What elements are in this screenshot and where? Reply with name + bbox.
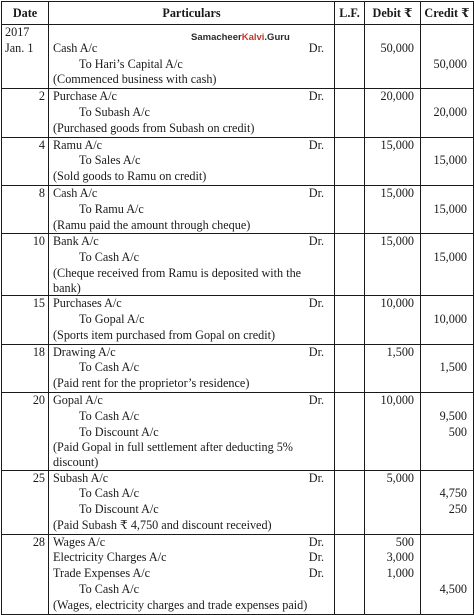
empty-cell — [2, 57, 49, 73]
credit-account — [49, 425, 335, 441]
lf-cell — [335, 502, 365, 518]
credit-amount: 20,000 — [421, 105, 474, 121]
journal-line — [2, 550, 474, 566]
account-name: Ramu A/c — [53, 137, 103, 152]
empty-cell — [365, 25, 421, 41]
empty-cell — [421, 121, 474, 137]
credit-amount — [421, 137, 474, 153]
empty-cell — [335, 25, 365, 41]
narration-row — [2, 376, 474, 392]
narration: (Paid Subash ₹ 4,750 and discount received) — [49, 518, 335, 534]
empty-cell — [365, 266, 421, 296]
empty-cell — [365, 598, 421, 614]
journal-line — [2, 409, 474, 425]
date-year: 2017 — [2, 25, 49, 41]
debit-amount — [365, 409, 421, 425]
credit-amount: 15,000 — [421, 250, 474, 266]
journal-line — [2, 582, 474, 598]
empty-cell — [365, 72, 421, 88]
entry-date: 8 — [2, 185, 49, 201]
lf-cell — [335, 218, 365, 234]
narration: (Ramu paid the amount through cheque) — [49, 218, 335, 234]
credit-account — [49, 57, 335, 73]
account-name: Wages A/c — [53, 534, 106, 549]
entry-date: 15 — [2, 296, 49, 312]
lf-cell — [335, 234, 365, 250]
credit-amount: 500 — [421, 425, 474, 441]
lf-cell — [335, 534, 365, 550]
journal-line — [2, 470, 474, 486]
header-date: Date — [2, 2, 49, 25]
header-lf: L.F. — [335, 2, 365, 25]
journal-entries-table — [1, 1, 473, 612]
dr-label: Dr. — [308, 550, 324, 565]
credit-account — [49, 202, 335, 218]
debit-amount: 50,000 — [365, 41, 421, 57]
journal-line — [2, 534, 474, 550]
journal-line — [2, 250, 474, 266]
lf-cell — [335, 296, 365, 312]
dr-label: Dr. — [308, 296, 324, 311]
debit-account — [49, 89, 335, 105]
credit-amount — [421, 185, 474, 201]
credit-account — [49, 312, 335, 328]
journal-table — [1, 1, 474, 615]
account-name: Purchases A/c — [53, 296, 122, 311]
lf-cell — [335, 121, 365, 137]
debit-amount: 500 — [365, 534, 421, 550]
credit-amount — [421, 566, 474, 582]
entry-date: 25 — [2, 470, 49, 486]
debit-amount — [365, 153, 421, 169]
lf-cell — [335, 425, 365, 441]
account-name: To Subash A/c — [79, 104, 150, 119]
header-credit: Credit ₹ — [421, 2, 474, 25]
dr-label: Dr. — [308, 534, 324, 549]
debit-account — [49, 137, 335, 153]
debit-amount — [365, 486, 421, 502]
empty-cell — [365, 328, 421, 344]
debit-amount — [365, 202, 421, 218]
account-name: Purchase A/c — [53, 89, 117, 104]
journal-line — [2, 57, 474, 73]
debit-amount — [365, 312, 421, 328]
empty-cell — [2, 169, 49, 185]
credit-amount: 1,500 — [421, 360, 474, 376]
empty-cell — [2, 312, 49, 328]
empty-cell — [2, 550, 49, 566]
lf-cell — [335, 202, 365, 218]
dr-label: Dr. — [308, 40, 324, 55]
empty-cell — [421, 518, 474, 534]
journal-line — [2, 234, 474, 250]
lf-cell — [335, 72, 365, 88]
empty-cell — [2, 121, 49, 137]
debit-amount: 10,000 — [365, 296, 421, 312]
credit-account — [49, 360, 335, 376]
lf-cell — [335, 470, 365, 486]
lf-cell — [335, 486, 365, 502]
header-row — [2, 2, 474, 25]
journal-line — [2, 392, 474, 408]
narration-row — [2, 518, 474, 534]
credit-account — [49, 105, 335, 121]
empty-cell — [421, 25, 474, 41]
empty-cell — [421, 376, 474, 392]
account-name: Electricity Charges A/c — [53, 550, 167, 565]
account-name: Cash A/c — [53, 40, 98, 55]
account-name: To Gopal A/c — [79, 311, 145, 326]
empty-cell — [365, 169, 421, 185]
credit-amount — [421, 470, 474, 486]
credit-account — [49, 486, 335, 502]
entry-date: 4 — [2, 137, 49, 153]
empty-cell — [421, 218, 474, 234]
empty-cell — [421, 598, 474, 614]
account-name: To Cash A/c — [79, 250, 140, 265]
credit-amount — [421, 534, 474, 550]
credit-amount — [421, 296, 474, 312]
journal-line — [2, 360, 474, 376]
empty-cell — [2, 360, 49, 376]
credit-amount: 9,500 — [421, 409, 474, 425]
credit-amount — [421, 550, 474, 566]
empty-cell — [2, 218, 49, 234]
lf-cell — [335, 312, 365, 328]
empty-cell — [421, 328, 474, 344]
lf-cell — [335, 392, 365, 408]
debit-amount — [365, 582, 421, 598]
empty-cell — [365, 218, 421, 234]
account-name: To Cash A/c — [79, 408, 140, 423]
account-name: To Cash A/c — [79, 360, 140, 375]
journal-line — [2, 89, 474, 105]
debit-amount: 20,000 — [365, 89, 421, 105]
journal-line — [2, 486, 474, 502]
empty-cell — [365, 518, 421, 534]
lf-cell — [335, 266, 365, 296]
narration-row — [2, 266, 474, 296]
empty-cell — [421, 169, 474, 185]
debit-amount: 5,000 — [365, 470, 421, 486]
debit-amount: 15,000 — [365, 234, 421, 250]
lf-cell — [335, 409, 365, 425]
dr-label: Dr. — [308, 344, 324, 359]
empty-cell — [2, 598, 49, 614]
empty-cell — [2, 105, 49, 121]
account-name: To Cash A/c — [79, 582, 140, 597]
account-name: To Hari’s Capital A/c — [79, 56, 183, 71]
debit-amount — [365, 425, 421, 441]
debit-amount — [365, 105, 421, 121]
narration-row — [2, 169, 474, 185]
lf-cell — [335, 41, 365, 57]
narration-row — [2, 72, 474, 88]
credit-amount — [421, 392, 474, 408]
debit-account — [49, 534, 335, 550]
debit-amount: 1,500 — [365, 344, 421, 360]
journal-line — [2, 202, 474, 218]
account-name: Subash A/c — [53, 470, 109, 485]
dr-label: Dr. — [308, 234, 324, 249]
lf-cell — [335, 169, 365, 185]
credit-account — [49, 582, 335, 598]
account-name: Gopal A/c — [53, 392, 103, 407]
lf-cell — [335, 250, 365, 266]
credit-account — [49, 502, 335, 518]
empty-cell — [2, 376, 49, 392]
dr-label: Dr. — [308, 185, 324, 200]
journal-line — [2, 185, 474, 201]
dr-label: Dr. — [308, 89, 324, 104]
debit-account — [49, 185, 335, 201]
empty-cell — [421, 72, 474, 88]
entry-date: 28 — [2, 534, 49, 550]
empty-cell — [365, 121, 421, 137]
account-name: To Discount A/c — [79, 502, 159, 517]
debit-account — [49, 234, 335, 250]
entry-date: Jan. 1 — [2, 41, 49, 57]
account-name: To Discount A/c — [79, 424, 159, 439]
dr-label: Dr. — [308, 566, 324, 581]
journal-line — [2, 566, 474, 582]
narration: (Commenced business with cash) — [49, 72, 335, 88]
journal-line — [2, 312, 474, 328]
entry-date: 2 — [2, 89, 49, 105]
entry-date: 18 — [2, 344, 49, 360]
account-name: Cash A/c — [53, 185, 98, 200]
lf-cell — [335, 518, 365, 534]
empty-cell — [421, 440, 474, 470]
empty-cell — [2, 72, 49, 88]
account-name: Bank A/c — [53, 234, 99, 249]
lf-cell — [335, 566, 365, 582]
empty-cell — [2, 566, 49, 582]
debit-amount: 1,000 — [365, 566, 421, 582]
account-name: To Cash A/c — [79, 486, 140, 501]
credit-amount: 250 — [421, 502, 474, 518]
entry-date: 20 — [2, 392, 49, 408]
debit-amount: 10,000 — [365, 392, 421, 408]
empty-cell — [421, 266, 474, 296]
account-name: Trade Expenses A/c — [53, 566, 151, 581]
empty-cell — [2, 250, 49, 266]
debit-amount: 15,000 — [365, 185, 421, 201]
credit-account — [49, 409, 335, 425]
credit-amount: 10,000 — [421, 312, 474, 328]
credit-amount: 4,750 — [421, 486, 474, 502]
journal-line — [2, 137, 474, 153]
narration: (Paid rent for the proprietor’s residence) — [49, 376, 335, 392]
narration: (Paid Gopal in full settlement after deducting 5% discount) — [49, 440, 335, 470]
credit-amount: 50,000 — [421, 57, 474, 73]
credit-amount — [421, 41, 474, 57]
empty-cell — [365, 440, 421, 470]
narration-row — [2, 598, 474, 614]
credit-amount — [421, 344, 474, 360]
journal-body — [2, 25, 474, 615]
debit-account — [49, 392, 335, 408]
empty-cell — [2, 266, 49, 296]
lf-cell — [335, 185, 365, 201]
entry-date: 10 — [2, 234, 49, 250]
header-particulars: Particulars — [49, 2, 335, 25]
debit-amount — [365, 360, 421, 376]
empty-cell — [2, 518, 49, 534]
journal-line — [2, 153, 474, 169]
journal-line — [2, 296, 474, 312]
lf-cell — [335, 598, 365, 614]
journal-line — [2, 41, 474, 57]
lf-cell — [335, 360, 365, 376]
empty-cell — [2, 153, 49, 169]
lf-cell — [335, 153, 365, 169]
debit-amount — [365, 57, 421, 73]
empty-cell — [365, 376, 421, 392]
dr-label: Dr. — [308, 392, 324, 407]
empty-cell — [2, 486, 49, 502]
debit-amount: 15,000 — [365, 137, 421, 153]
narration: (Sports item purchased from Gopal on credit) — [49, 328, 335, 344]
empty-cell — [2, 425, 49, 441]
account-name: To Ramu A/c — [79, 201, 144, 216]
credit-account — [49, 153, 335, 169]
empty-cell — [2, 582, 49, 598]
empty-cell — [2, 202, 49, 218]
lf-cell — [335, 328, 365, 344]
narration-row — [2, 328, 474, 344]
credit-account — [49, 250, 335, 266]
credit-amount — [421, 89, 474, 105]
credit-amount: 15,000 — [421, 153, 474, 169]
narration: (Purchased goods from Subash on credit) — [49, 121, 335, 137]
dr-label: Dr. — [308, 470, 324, 485]
journal-line — [2, 344, 474, 360]
debit-amount — [365, 250, 421, 266]
empty-cell — [2, 440, 49, 470]
debit-account — [49, 41, 335, 57]
debit-account — [49, 566, 335, 582]
debit-account — [49, 550, 335, 566]
narration-row — [2, 121, 474, 137]
journal-line — [2, 425, 474, 441]
narration: (Cheque received from Ramu is deposited with the bank) — [49, 266, 335, 296]
lf-cell — [335, 57, 365, 73]
lf-cell — [335, 137, 365, 153]
empty-cell — [2, 328, 49, 344]
lf-cell — [335, 376, 365, 392]
header-debit: Debit ₹ — [365, 2, 421, 25]
debit-amount — [365, 502, 421, 518]
narration-row — [2, 218, 474, 234]
account-name: To Sales A/c — [79, 153, 141, 168]
credit-amount: 15,000 — [421, 202, 474, 218]
narration: (Wages, electricity charges and trade expenses paid) — [49, 598, 335, 614]
account-name: Drawing A/c — [53, 344, 116, 359]
lf-cell — [335, 105, 365, 121]
lf-cell — [335, 550, 365, 566]
dr-label: Dr. — [308, 137, 324, 152]
debit-account — [49, 296, 335, 312]
debit-amount: 3,000 — [365, 550, 421, 566]
empty-cell — [2, 502, 49, 518]
lf-cell — [335, 344, 365, 360]
lf-cell — [335, 89, 365, 105]
lf-cell — [335, 440, 365, 470]
debit-account — [49, 344, 335, 360]
journal-line — [2, 502, 474, 518]
credit-amount — [421, 234, 474, 250]
empty-cell — [2, 409, 49, 425]
credit-amount: 4,500 — [421, 582, 474, 598]
narration: (Sold goods to Ramu on credit) — [49, 169, 335, 185]
debit-account — [49, 470, 335, 486]
lf-cell — [335, 582, 365, 598]
journal-line — [2, 105, 474, 121]
narration-row — [2, 440, 474, 470]
watermark: SamacheerKalvi.Guru — [191, 32, 290, 43]
